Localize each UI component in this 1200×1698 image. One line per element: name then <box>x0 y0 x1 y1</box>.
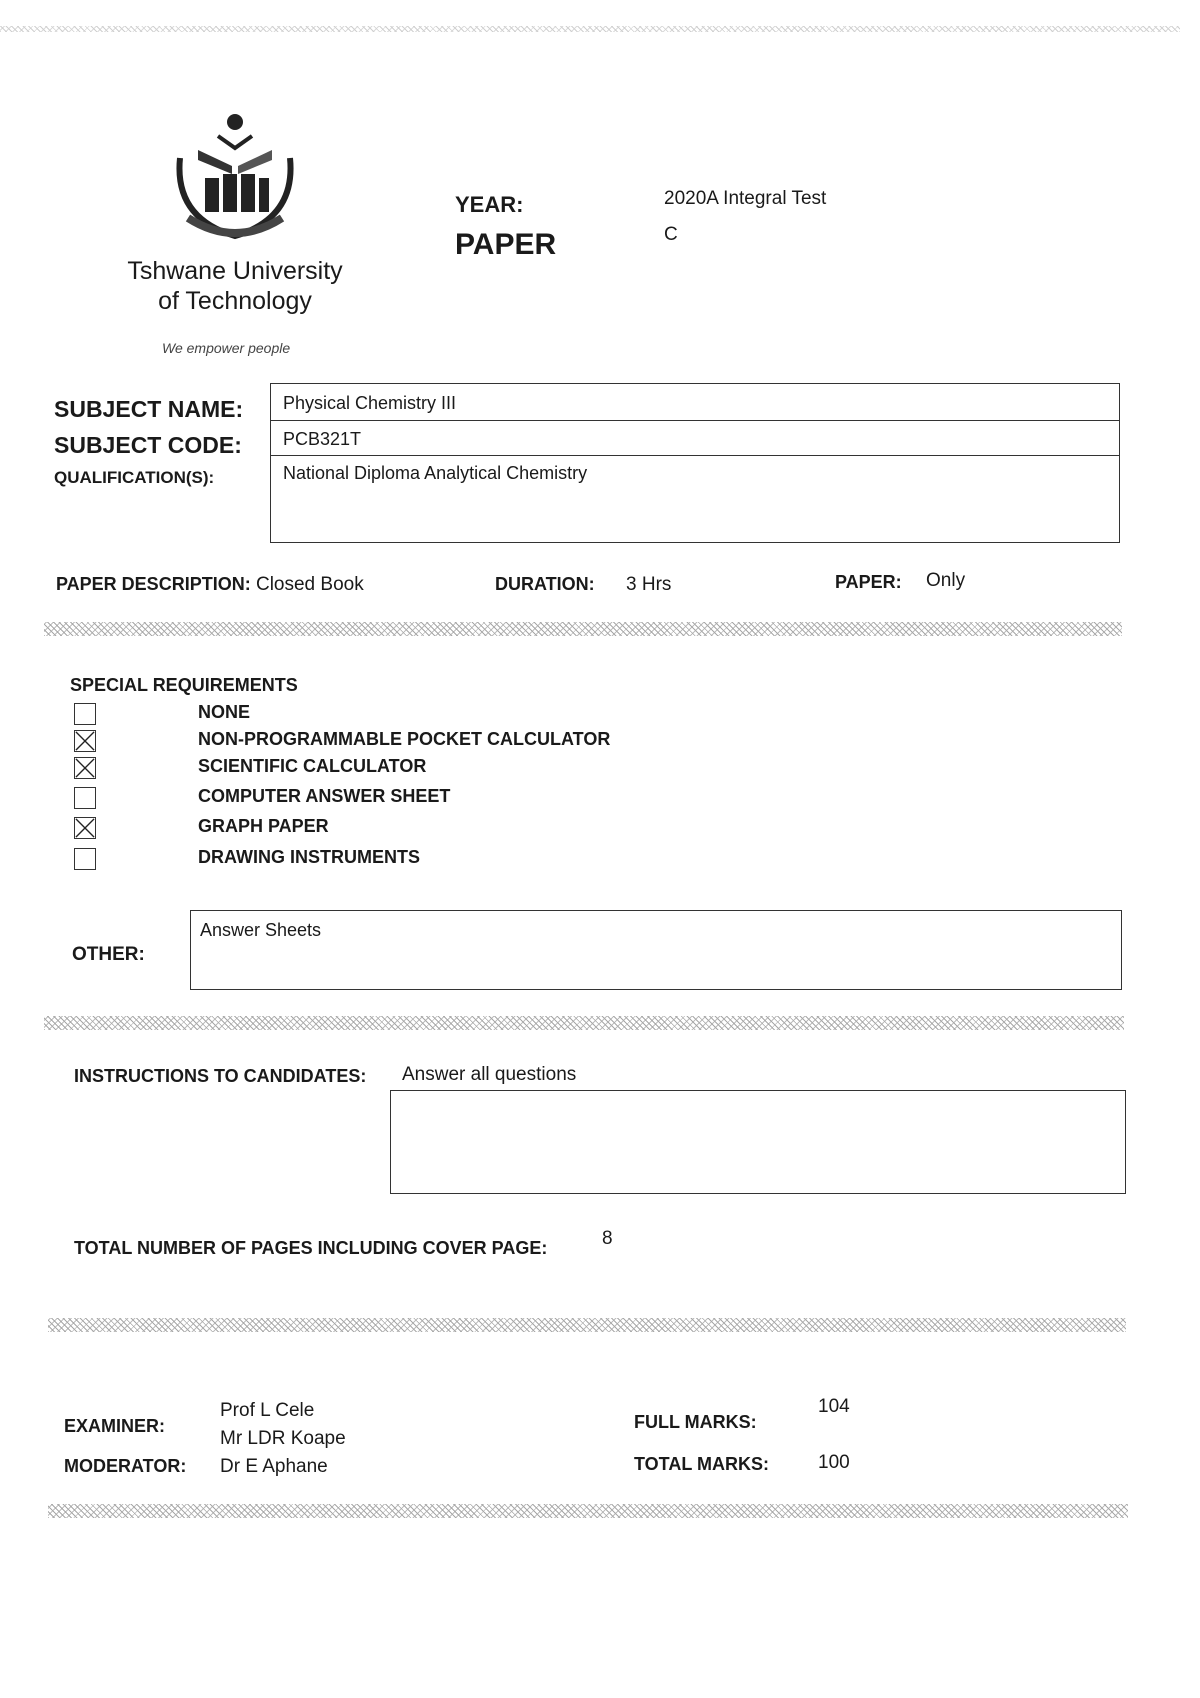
university-name <box>100 256 370 316</box>
total-pages-value: 8 <box>602 1228 613 1249</box>
divider-4 <box>48 1504 1128 1518</box>
requirement-checkbox[interactable] <box>74 703 96 725</box>
requirement-label: COMPUTER ANSWER SHEET <box>198 786 451 806</box>
university-line1: Tshwane University <box>127 257 343 285</box>
total-marks-label: TOTAL MARKS: <box>634 1454 769 1474</box>
year-value: 2020A Integral Test <box>664 188 827 209</box>
subject-name-value: Physical Chemistry III <box>283 393 457 413</box>
year-label: YEAR: <box>455 192 524 217</box>
subject-code-box <box>270 420 1120 456</box>
divider-1 <box>44 622 1122 636</box>
paper-description-value: Closed Book <box>255 574 364 595</box>
duration-label: DURATION: <box>495 574 595 594</box>
qualification-label: QUALIFICATION(S): <box>54 468 215 487</box>
requirement-checkbox[interactable] <box>74 817 96 839</box>
duration-value: 3 Hrs <box>626 574 672 595</box>
requirement-checkbox[interactable] <box>74 757 96 779</box>
divider-2 <box>44 1016 1124 1030</box>
requirement-label: GRAPH PAPER <box>198 816 329 836</box>
examiner-1: Prof L Cele <box>220 1400 315 1421</box>
university-logo <box>160 108 310 248</box>
tut-emblem-icon <box>160 108 310 248</box>
requirement-checkbox[interactable] <box>74 787 96 809</box>
university-line2: of Technology <box>158 287 312 315</box>
total-marks-value: 100 <box>818 1452 850 1473</box>
requirement-label: NONE <box>198 702 251 722</box>
scan-noise-top <box>0 26 1180 32</box>
instructions-value: Answer all questions <box>402 1064 577 1085</box>
requirement-label: SCIENTIFIC CALCULATOR <box>198 756 427 776</box>
special-requirements-title: SPECIAL REQUIREMENTS <box>70 675 298 695</box>
qualification-value: National Diploma Analytical Chemistry <box>283 463 588 483</box>
total-pages-label: TOTAL NUMBER OF PAGES INCLUDING COVER PAGE: <box>74 1238 548 1258</box>
other-label: OTHER: <box>72 944 145 965</box>
requirement-label: NON-PROGRAMMABLE POCKET CALCULATOR <box>198 729 611 749</box>
paper-description-row <box>56 574 364 596</box>
requirement-checkbox[interactable] <box>74 730 96 752</box>
instructions-label: INSTRUCTIONS TO CANDIDATES: <box>74 1066 367 1086</box>
full-marks-value: 104 <box>818 1396 850 1417</box>
paper-description-label: PAPER DESCRIPTION: <box>56 574 251 594</box>
subject-name-label: SUBJECT NAME: <box>54 396 244 422</box>
paper-label: PAPER <box>455 228 557 261</box>
moderator-label: MODERATOR: <box>64 1456 187 1476</box>
paper-only-value: Only <box>926 570 966 591</box>
instructions-box <box>390 1090 1126 1194</box>
subject-code-value: PCB321T <box>283 429 362 449</box>
other-value: Answer Sheets <box>200 920 322 940</box>
subject-code-label: SUBJECT CODE: <box>54 432 242 458</box>
divider-3 <box>48 1318 1126 1332</box>
examiner-2: Mr LDR Koape <box>220 1428 346 1449</box>
other-box <box>190 910 1122 990</box>
requirement-label: DRAWING INSTRUMENTS <box>198 847 420 867</box>
requirement-checkbox[interactable] <box>74 848 96 870</box>
moderator-value: Dr E Aphane <box>220 1456 328 1477</box>
paper-only-label: PAPER: <box>835 572 902 592</box>
university-tagline: We empower people <box>162 340 291 356</box>
paper-value: C <box>664 224 678 245</box>
full-marks-label: FULL MARKS: <box>634 1412 757 1432</box>
examiner-label: EXAMINER: <box>64 1416 166 1436</box>
